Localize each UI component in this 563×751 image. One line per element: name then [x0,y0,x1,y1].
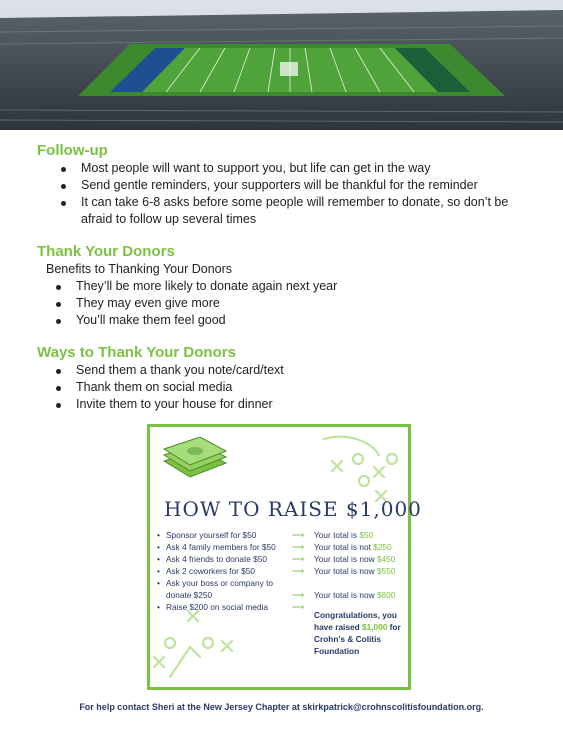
section-subtitle: Benefits to Thanking Your Donors [46,262,233,276]
step-total: Your total is not $250 [314,542,392,552]
thank-list [52,278,522,329]
step-action: • Raise $200 on social media [166,601,268,613]
arrow-icon: ⟶ [292,554,304,564]
section-title-thank-donors: Thank Your Donors [37,243,175,260]
list-item: Most people will want to support you, but life can get in the way [57,160,527,177]
step-action: • Ask 2 coworkers for $50 [166,565,255,577]
step-row [156,565,406,577]
arrow-icon: ⟶ [292,530,304,540]
money-stack-icon [160,437,230,487]
list-item: It can take 6-8 asks before some people will remember to donate, so don’t be afraid to follow up several times [57,194,527,228]
list-item: Send gentle reminders, your supporters will be thankful for the reminder [57,177,527,194]
list-item: You’ll make them feel good [52,312,522,329]
step-row [156,577,406,589]
step-row [156,541,406,553]
infographic-title: HOW TO RAISE $1,000 [164,497,422,521]
how-to-raise-infographic [147,424,422,690]
step-row [156,553,406,565]
list-item: Invite them to your house for dinner [52,396,522,413]
followup-list [57,160,527,228]
arrow-icon: ⟶ [292,602,304,612]
step-action: • Ask 4 family members for $50 [166,541,276,553]
step-row [156,529,406,541]
step-row [156,589,406,601]
step-total: Your total is now $550 [314,566,396,576]
step-total: Your total is $50 [314,530,374,540]
footer-contact: For help contact Sheri at the New Jersey Chapter at skirkpatrick@crohnscolitisfoundation.org. [79,702,484,712]
steps-list [156,529,406,613]
step-action: • Ask your boss or company to [166,577,273,589]
step-total: Your total is now $800 [314,590,396,600]
play-diagram-icon [150,607,240,687]
list-item: Thank them on social media [52,379,522,396]
section-title-ways: Ways to Thank Your Donors [37,344,236,361]
section-title-followup: Follow-up [37,142,108,159]
arrow-icon: ⟶ [292,590,304,600]
list-item: They’ll be more likely to donate again next year [52,278,522,295]
step-action: • Sponsor yourself for $50 [166,529,256,541]
arrow-icon: ⟶ [292,542,304,552]
arrow-icon: ⟶ [292,566,304,576]
stadium-photo [0,0,563,130]
step-total: Your total is now $450 [314,554,396,564]
congrats-text: Congratulations, you have raised $1,000 for Crohn’s & Colitis Foundation [314,610,401,656]
ways-list [52,362,522,413]
step-action: • Ask 4 friends to donate $50 [166,553,267,565]
step-action-continued: donate $250 [166,590,213,600]
list-item: Send them a thank you note/card/text [52,362,522,379]
list-item: They may even give more [52,295,522,312]
